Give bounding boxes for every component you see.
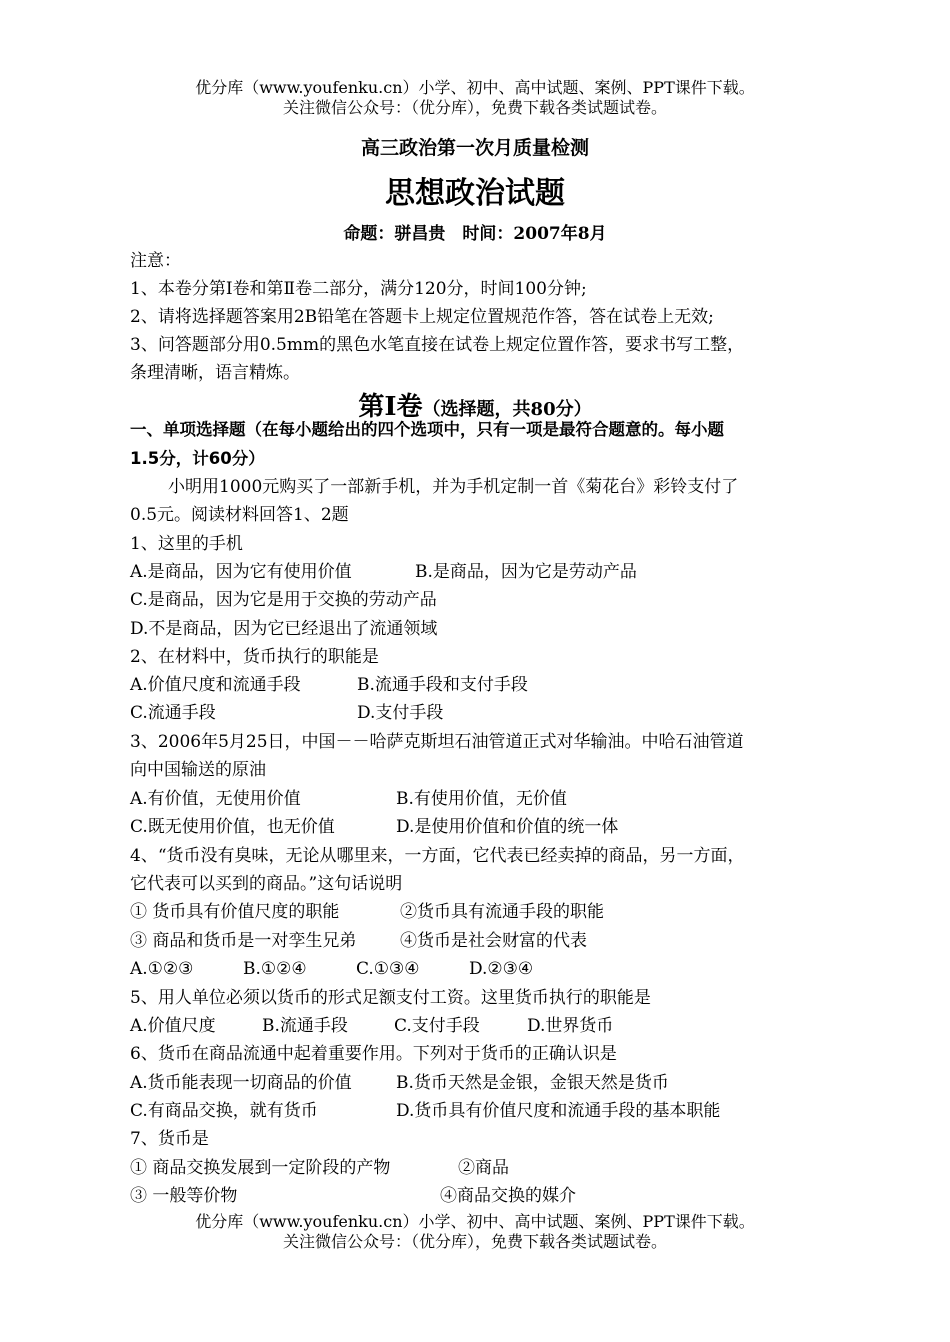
exam-title: 思想政治试题 (385, 176, 565, 211)
exam-subtitle: 高三政治第一次月质量检测 (360, 137, 589, 159)
notice-item-1: 1、本卷分第Ⅰ卷和第Ⅱ卷二部分，满分120分，时间100分钟; (130, 279, 587, 299)
q5-option-c: C.支付手段 (394, 1016, 480, 1036)
q3-stem-2: 向中国输送的原油 (130, 760, 266, 780)
q6-option-c: C.有商品交换，就有货币 (130, 1101, 318, 1121)
q2-option-d: D.支付手段 (357, 703, 444, 723)
q6-option-d: D.货币具有价值尺度和流通手段的基本职能 (396, 1101, 721, 1121)
q3-option-b: B.有使用价值，无价值 (396, 789, 567, 809)
q7-statement-1: ① 商品交换发展到一定阶段的产物 (130, 1158, 391, 1178)
q4-statement-2: ②货币具有流通手段的职能 (400, 902, 604, 922)
section-title-note: （选择题，共80分） (422, 399, 592, 420)
material-line-1: 小明用1000元购买了一部新手机，并为手机定制一首《菊花台》彩铃支付了 (168, 477, 739, 497)
q3-option-a: A.有价值，无使用价值 (130, 789, 301, 809)
q3-option-d: D.是使用价值和价值的统一体 (396, 817, 619, 837)
q2-stem: 2、在材料中，货币执行的职能是 (130, 647, 379, 667)
q2-option-c: C.流通手段 (130, 703, 216, 723)
q4-statement-3: ③ 商品和货币是一对孪生兄弟 (130, 931, 357, 951)
q7-stem: 7、货币是 (130, 1129, 209, 1149)
part-heading-2: 1.5分，计60分） (130, 449, 265, 468)
q1-option-b: B.是商品，因为它是劳动产品 (415, 562, 637, 582)
q1-option-a: A.是商品，因为它有使用价值 (130, 562, 352, 582)
q2-option-b: B.流通手段和支付手段 (357, 675, 528, 695)
q1-option-c: C.是商品，因为它是用于交换的劳动产品 (130, 590, 437, 610)
q6-option-b: B.货币天然是金银，金银天然是货币 (396, 1073, 669, 1093)
q4-option-a: A.①②③ (130, 959, 194, 979)
q4-statement-4: ④货币是社会财富的代表 (400, 931, 587, 951)
header-line-2: 关注微信公众号：（优分库），免费下载各类试题试卷。 (282, 98, 667, 117)
section-title-main: 第Ⅰ卷 (358, 392, 423, 422)
q2-option-a: A.价值尺度和流通手段 (130, 675, 301, 695)
part-heading-1: 一、单项选择题（在每小题给出的四个选项中，只有一项是最符合题意的。每小题 (130, 420, 724, 439)
exam-meta: 命题：骈昌贵 时间：2007年8月 (343, 224, 607, 244)
header-line-1: 优分库（www.youfenku.cn）小学、初中、高中试题、案例、PPT课件下载。 (195, 78, 755, 97)
q5-option-b: B.流通手段 (262, 1016, 348, 1036)
section-title (0, 386, 950, 423)
q5-option-d: D.世界货币 (527, 1016, 614, 1036)
q7-statement-4: ④商品交换的媒介 (440, 1186, 576, 1206)
footer-line-2: 关注微信公众号：（优分库），免费下载各类试题试卷。 (282, 1232, 667, 1251)
q4-option-c: C.①③④ (356, 959, 420, 979)
q1-option-d: D.不是商品，因为它已经退出了流通领域 (130, 619, 438, 639)
q5-stem: 5、用人单位必须以货币的形式足额支付工资。这里货币执行的职能是 (130, 988, 651, 1008)
q1-stem: 1、这里的手机 (130, 534, 243, 554)
q3-option-c: C.既无使用价值，也无价值 (130, 817, 335, 837)
notice-item-2: 2、请将选择题答案用2B铅笔在答题卡上规定位置规范作答，答在试卷上无效; (130, 307, 714, 327)
q4-statement-1: ① 货币具有价值尺度的职能 (130, 902, 340, 922)
q7-statement-3: ③ 一般等价物 (130, 1186, 238, 1206)
q4-option-d: D.②③④ (469, 959, 534, 979)
q6-option-a: A.货币能表现一切商品的价值 (130, 1073, 352, 1093)
q6-stem: 6、货币在商品流通中起着重要作用。下列对于货币的正确认识是 (130, 1044, 617, 1064)
q3-stem-1: 3、2006年5月25日，中国－－哈萨克斯坦石油管道正式对华输油。中哈石油管道 (130, 732, 744, 752)
notice-item-3: 3、问答题部分用0.5mm的黑色水笔直接在试卷上规定位置作答，要求书写工整， (130, 335, 745, 355)
notice-item-4: 条理清晰，语言精炼。 (130, 363, 300, 383)
q7-statement-2: ②商品 (458, 1158, 509, 1178)
notice-label: 注意： (130, 251, 181, 271)
q5-option-a: A.价值尺度 (130, 1016, 216, 1036)
q4-stem-1: 4、“货币没有臭味，无论从哪里来，一方面，它代表已经卖掉的商品，另一方面， (130, 846, 745, 866)
material-line-2: 0.5元。阅读材料回答1、2题 (130, 505, 349, 525)
q4-stem-2: 它代表可以买到的商品。”这句话说明 (130, 874, 403, 894)
footer-line-1: 优分库（www.youfenku.cn）小学、初中、高中试题、案例、PPT课件下载。 (195, 1212, 755, 1231)
q4-option-b: B.①②④ (243, 959, 307, 979)
